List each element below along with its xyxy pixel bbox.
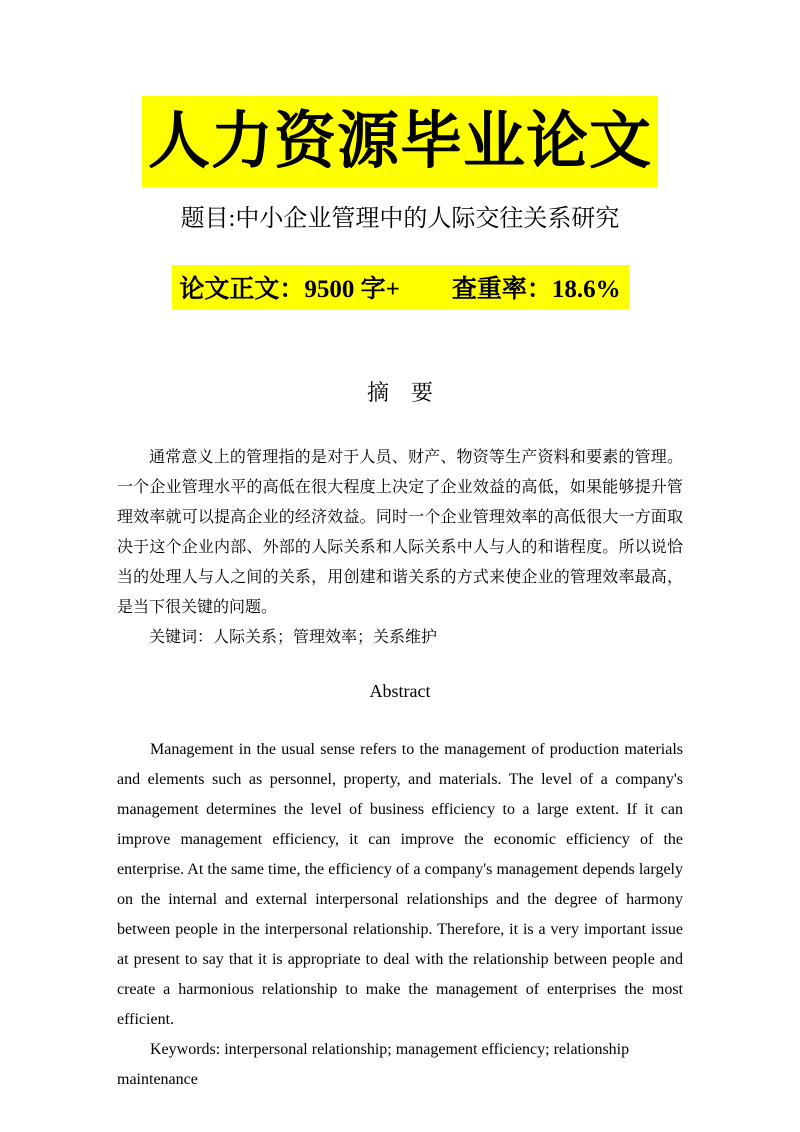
word-count-stat: 论文正文：9500 字+ xyxy=(179,276,400,303)
duplicate-rate-stat: 查重率：18.6% xyxy=(451,276,621,303)
thesis-stats-highlight xyxy=(172,265,629,309)
thesis-title-highlight xyxy=(142,96,658,187)
abstract-body-en: Management in the usual sense refers to the management of production materials and elements such as personnel, property, and materials. The level of a company's management determines the level of business efficiency to a large extent. If it can improve management efficiency, it can improve the economic efficiency of the enterprise. At the same time, the efficiency of a company's management depends largely on the internal and external interpersonal relationships and the degree of harmony between people in the interpersonal relationship. Therefore, it is a very important issue at present to say that it is appropriate to deal with the relationship between people and create a harmonious relationship to make the management of enterprises the most efficient. xyxy=(117,741,683,1028)
thesis-topic-line: 题目:中小企业管理中的人际交往关系研究 xyxy=(180,206,620,232)
abstract-heading-cn: 摘 要 xyxy=(366,380,433,405)
keywords-line-en: Keywords: interpersonal relationship; management efficiency; relationship maintenance xyxy=(117,1041,630,1088)
abstract-heading-en: Abstract xyxy=(369,681,431,701)
abstract-body-cn: 通常意义上的管理指的是对于人员、财产、物资等生产资料和要素的管理。一个企业管理水平的高低在很大程度上决定了企业效益的高低，如果能够提升管理效率就可以提高企业的经济效益。同时一个企业管理效率的高低很大一方面取决于这个企业内部、外部的人际关系和人际关系中人与人的和谐程度。所以说恰当的处理人与人之间的关系，用创建和谐关系的方式来使企业的管理效率最高，是当下很关键的问题。 xyxy=(117,449,683,616)
thesis-title: 人力资源毕业论文 xyxy=(147,107,652,176)
keywords-line-cn: 关键词：人际关系；管理效率；关系维护 xyxy=(149,629,438,646)
